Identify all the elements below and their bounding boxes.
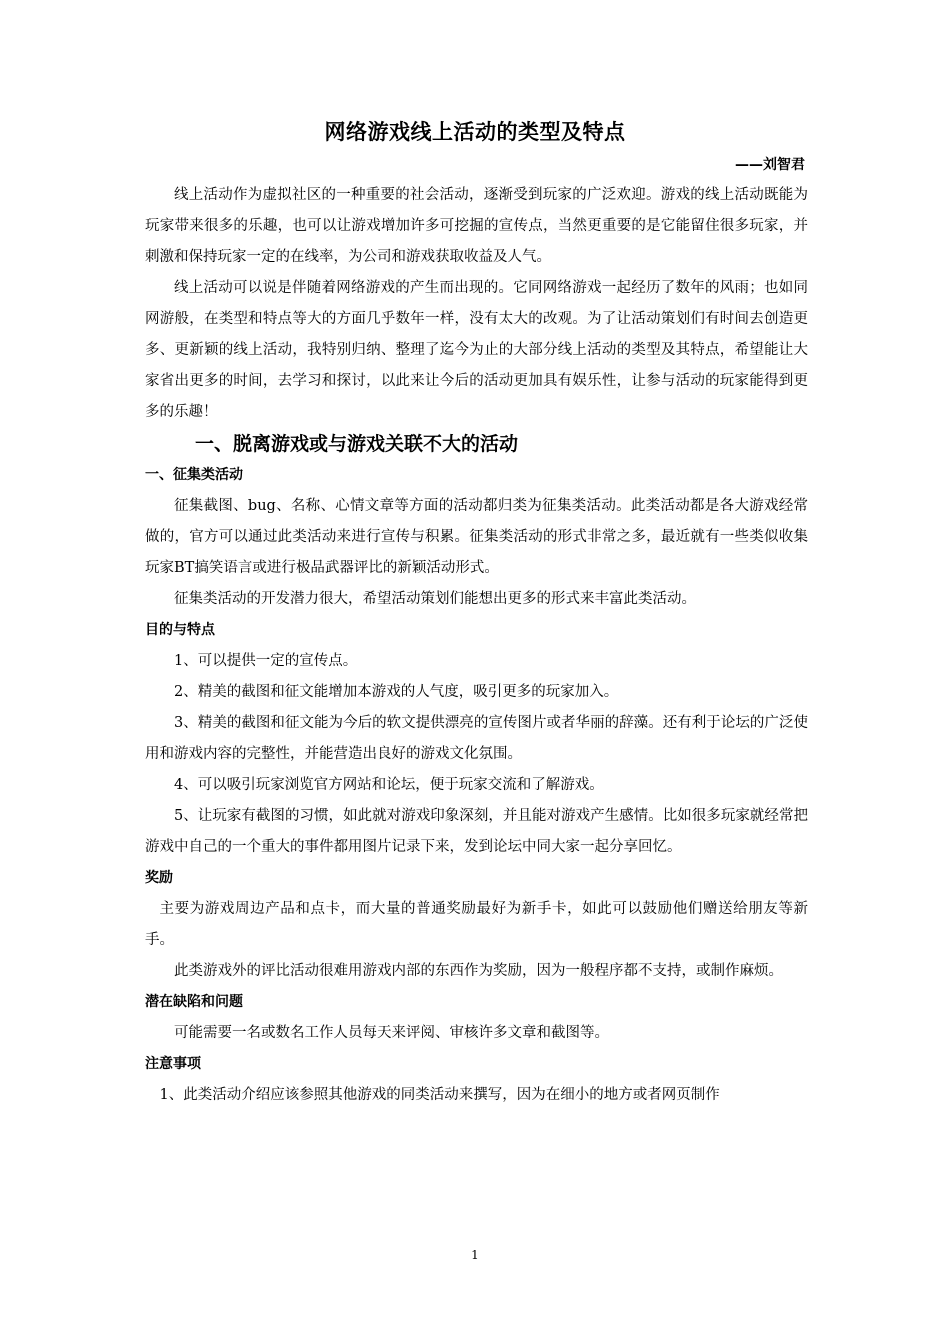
reward-paragraph: 主要为游戏周边产品和点卡，而大量的普通奖励最好为新手卡，如此可以鼓励他们赠送给朋友等新手。	[145, 901, 808, 948]
reward-paragraph: 此类游戏外的评比活动很难用游戏内部的东西作为奖励，因为一般程序都不支持，或制作麻烦。	[174, 963, 783, 979]
subsection-heading: 一、征集类活动	[145, 467, 243, 483]
issues-paragraph: 可能需要一名或数名工作人员每天来评阅、审核许多文章和截图等。	[174, 1025, 609, 1041]
purpose-item: 3、精美的截图和征文能为今后的软文提供漂亮的宣传图片或者华丽的辞藻。还有利于论坛的广泛使用和游戏内容的完整性，并能营造出良好的游戏文化氛围。	[145, 715, 808, 762]
issues-heading: 潜在缺陷和问题	[145, 994, 243, 1010]
intro-paragraph: 线上活动作为虚拟社区的一种重要的社会活动，逐渐受到玩家的广泛欢迎。游戏的线上活动既能为玩家带来很多的乐趣，也可以让游戏增加许多可挖掘的宣传点，当然更重要的是它能留住很多玩家，并刺激和保持玩家一定的在线率，为公司和游戏获取收益及人气。	[145, 187, 808, 265]
notes-paragraph: 1、此类活动介绍应该参照其他游戏的同类活动来撰写，因为在细小的地方或者网页制作	[159, 1087, 720, 1103]
reward-heading: 奖励	[145, 870, 173, 886]
page-number: 1	[471, 1248, 479, 1262]
purpose-item: 4、可以吸引玩家浏览官方网站和论坛，便于玩家交流和了解游戏。	[174, 777, 604, 793]
purpose-item: 1、可以提供一定的宣传点。	[174, 653, 358, 669]
notes-heading: 注意事项	[145, 1056, 201, 1072]
document-body	[145, 180, 808, 1111]
section-heading: 一、脱离游戏或与游戏关联不大的活动	[195, 433, 519, 455]
purpose-item: 2、精美的截图和征文能增加本游戏的人气度，吸引更多的玩家加入。	[174, 684, 619, 700]
intro-paragraph: 线上活动可以说是伴随着网络游戏的产生而出现的。它同网络游戏一起经历了数年的风雨；也如同网游般，在类型和特点等大的方面几乎数年一样，没有太大的改观。为了让活动策划们有时间去创造更多、更新颖的线上活动，我特别归纳、整理了迄今为止的大部分线上活动的类型及其特点，希望能让大家省出更多的时间，去学习和探讨，以此来让今后的活动更加具有娱乐性，让参与活动的玩家能得到更多的乐趣！	[145, 280, 808, 420]
purpose-heading: 目的与特点	[145, 622, 215, 638]
purpose-item: 5、让玩家有截图的习惯，如此就对游戏印象深刻，并且能对游戏产生感情。比如很多玩家就经常把游戏中自己的一个重大的事件都用图片记录下来，发到论坛中同大家一起分享回忆。	[145, 808, 808, 855]
body-paragraph: 征集截图、bug、名称、心情文章等方面的活动都归类为征集类活动。此类活动都是各大游戏经常做的，官方可以通过此类活动来进行宣传与积累。征集类活动的形式非常之多，最近就有一些类似收集玩家BT搞笑语言或进行极品武器评比的新颖活动形式。	[145, 498, 808, 576]
document-title: 网络游戏线上活动的类型及特点	[324, 120, 626, 144]
document-author: ——刘智君	[735, 157, 805, 173]
body-paragraph: 征集类活动的开发潜力很大，希望活动策划们能想出更多的形式来丰富此类活动。	[174, 591, 696, 607]
